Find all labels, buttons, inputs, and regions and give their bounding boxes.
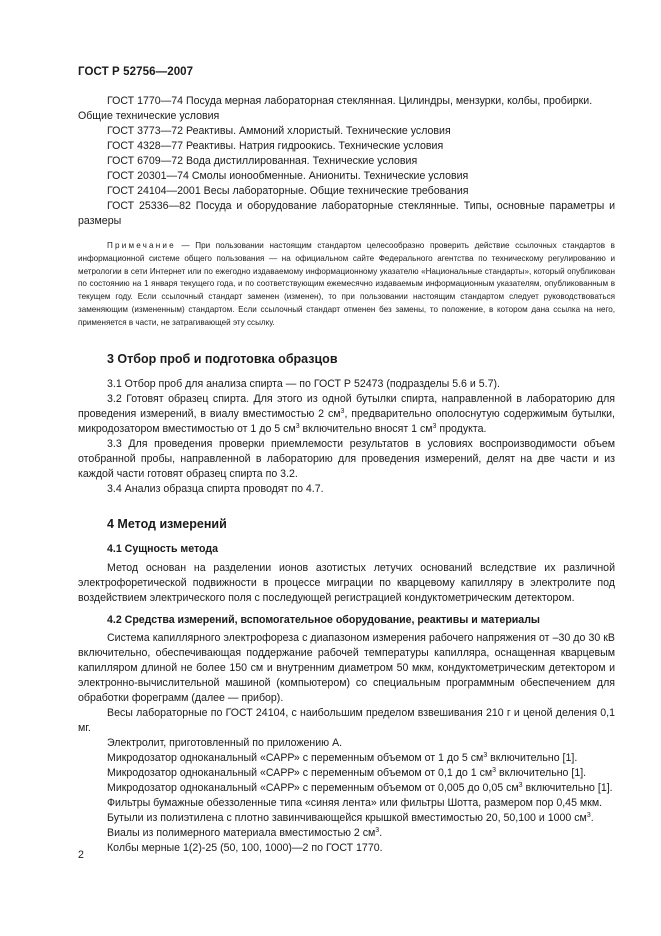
ref-gost-1770: ГОСТ 1770—74 Посуда мерная лабораторная стеклянная. Цилиндры, мензурки, колбы, пробирки.	[107, 95, 593, 107]
para-3-1: 3.1 Отбор проб для анализа спирта — по ГОСТ Р 52473 (подразделы 5.6 и 5.7).	[107, 377, 500, 390]
para-3-3: 3.3 Для проведения проверки приемлемости результатов в условиях воспроизводимости объем отобранной пробы, направленной в лабораторию для проведения измерений, делят на две части и из каждой части готовят образец спирта по 3.2.	[78, 437, 615, 480]
para-4-2-vials: Виалы из полимерного материала вместимостью 2 $см^3$.	[107, 826, 383, 839]
para-4-2-filters: Фильтры бумажные обеззоленные типа «синяя лента» или фильтры Шотта, размером пор 0,45 мкм.	[107, 796, 603, 809]
ref-gost-6709: ГОСТ 6709—72 Вода дистиллированная. Технические условия	[107, 155, 418, 167]
para-4-2-dispenser-3: Микродозатор одноканальный «САРР» с переменным объемом от 0,005 до 0,05 $см^3$ включительно [1].	[107, 781, 613, 794]
para-4-2-electrolyte: Электролит, приготовленный по приложению А.	[107, 736, 343, 749]
section-4-title: 4 Метод измерений	[107, 516, 227, 531]
para-3-4: 3.4 Анализ образца спирта проводят по 4.7.	[107, 482, 324, 495]
para-4-2-dispenser-2: Микродозатор одноканальный «САРР» с переменным объемом от 0,1 до 1 $см^3$ включительно [1].	[107, 766, 587, 779]
normative-references-list	[78, 94, 615, 229]
ref-gost-24104: ГОСТ 24104—2001 Весы лабораторные. Общие технические требования	[107, 185, 469, 197]
ref-gost-25336: ГОСТ 25336—82 Посуда и оборудование лабораторные стеклянные. Типы, основные параметры и размеры	[78, 200, 615, 227]
subsection-4-2-title: 4.2 Средства измерений, вспомогательное оборудование, реактивы и материалы	[107, 613, 540, 626]
document-code-header: ГОСТ Р 52756—2007	[78, 66, 194, 78]
para-4-1: Метод основан на разделении ионов азотистых летучих оснований вследствие их различной электрофоретической подвижности в процессе миграции по кварцевому капилляру в электролите под воздействием электрического поля с последующей регистрацией кондуктометрическим детектором.	[78, 561, 615, 604]
para-4-2-bottles: Бутыли из полиэтилена с плотно завинчивающейся крышкой вместимостью 20, 50,100 и 1000 $см^3$.	[107, 811, 594, 824]
ref-gost-1770-continued: Общие технические условия	[78, 110, 220, 122]
note-paragraph	[78, 240, 615, 330]
section-3-title: 3 Отбор проб и подготовка образцов	[107, 351, 338, 366]
ref-gost-3773: ГОСТ 3773—72 Реактивы. Аммоний хлористый. Технические условия	[107, 125, 451, 137]
page-number: 2	[78, 849, 84, 861]
para-4-2-flasks: Колбы мерные 1(2)-25 (50, 100, 1000)—2 по ГОСТ 1770.	[107, 841, 383, 854]
note-text: — При пользовании настоящим стандартом целесообразно проверить действие ссылочных стандартов в информационной системе общего пользования — на официальном сайте Федерального агентства по техническому регулированию и метрологии в сети Интернет или по ежегодно издаваемому информационному указателю «Национальные стандарты», который опубликован по состоянию на 1 января текущего года, и по соответствующим ежемесячно издаваемым информационным указателям, опубликованным в текущем году. Если ссылочный стандарт заменен (изменен), то при пользовании настоящим стандартом следует руководствоваться заменяющим (измененным) стандартом. Если ссылочный стандарт отменен без замены, то положение, в котором дана ссылка на него, применяется в части, не затрагивающей эту ссылку.	[78, 241, 615, 327]
para-3-2: 3.2 Готовят образец спирта. Для этого из одной бутылки спирта, направленной в лабораторию для проведения измерений, в виалу вместимостью 2 $см^3$, предварительно ополоснутую содержимым бутылки, микродозатором вместимостью от 1 до 5 $см^3$ включительно вносят 1 $см^3$ продукта.	[78, 392, 615, 435]
ref-gost-20301: ГОСТ 20301—74 Смолы ионообменные. Аниониты. Технические условия	[107, 170, 469, 182]
para-4-2-dispenser-1: Микродозатор одноканальный «САРР» с переменным объемом от 1 до 5 $см^3$ включительно [1].	[107, 751, 578, 764]
note-label: Примечание	[107, 241, 176, 250]
subsection-4-1-title: 4.1 Сущность метода	[107, 542, 219, 555]
para-4-2-scales: Весы лабораторные по ГОСТ 24104, с наибольшим пределом взвешивания 210 г и ценой деления 0,1 мг.	[78, 706, 615, 734]
para-4-2-system: Система капиллярного электрофореза с диапазоном измерения рабочего напряжения от –30 до 30 кВ включительно, обеспечивающая поддержание рабочей температуры капилляра, оснащенная кварцевым капилляром длиной не более 150 см и внутренним диаметром 50 мкм, кондуктометрическим детектором и электронно-вычислительной машиной (компьютером) со специальным программным обеспечением для обработки фореграмм (далее — прибор).	[78, 631, 615, 704]
ref-gost-4328: ГОСТ 4328—77 Реактивы. Натрия гидроокись. Технические условия	[107, 140, 444, 152]
document-body	[78, 94, 615, 856]
